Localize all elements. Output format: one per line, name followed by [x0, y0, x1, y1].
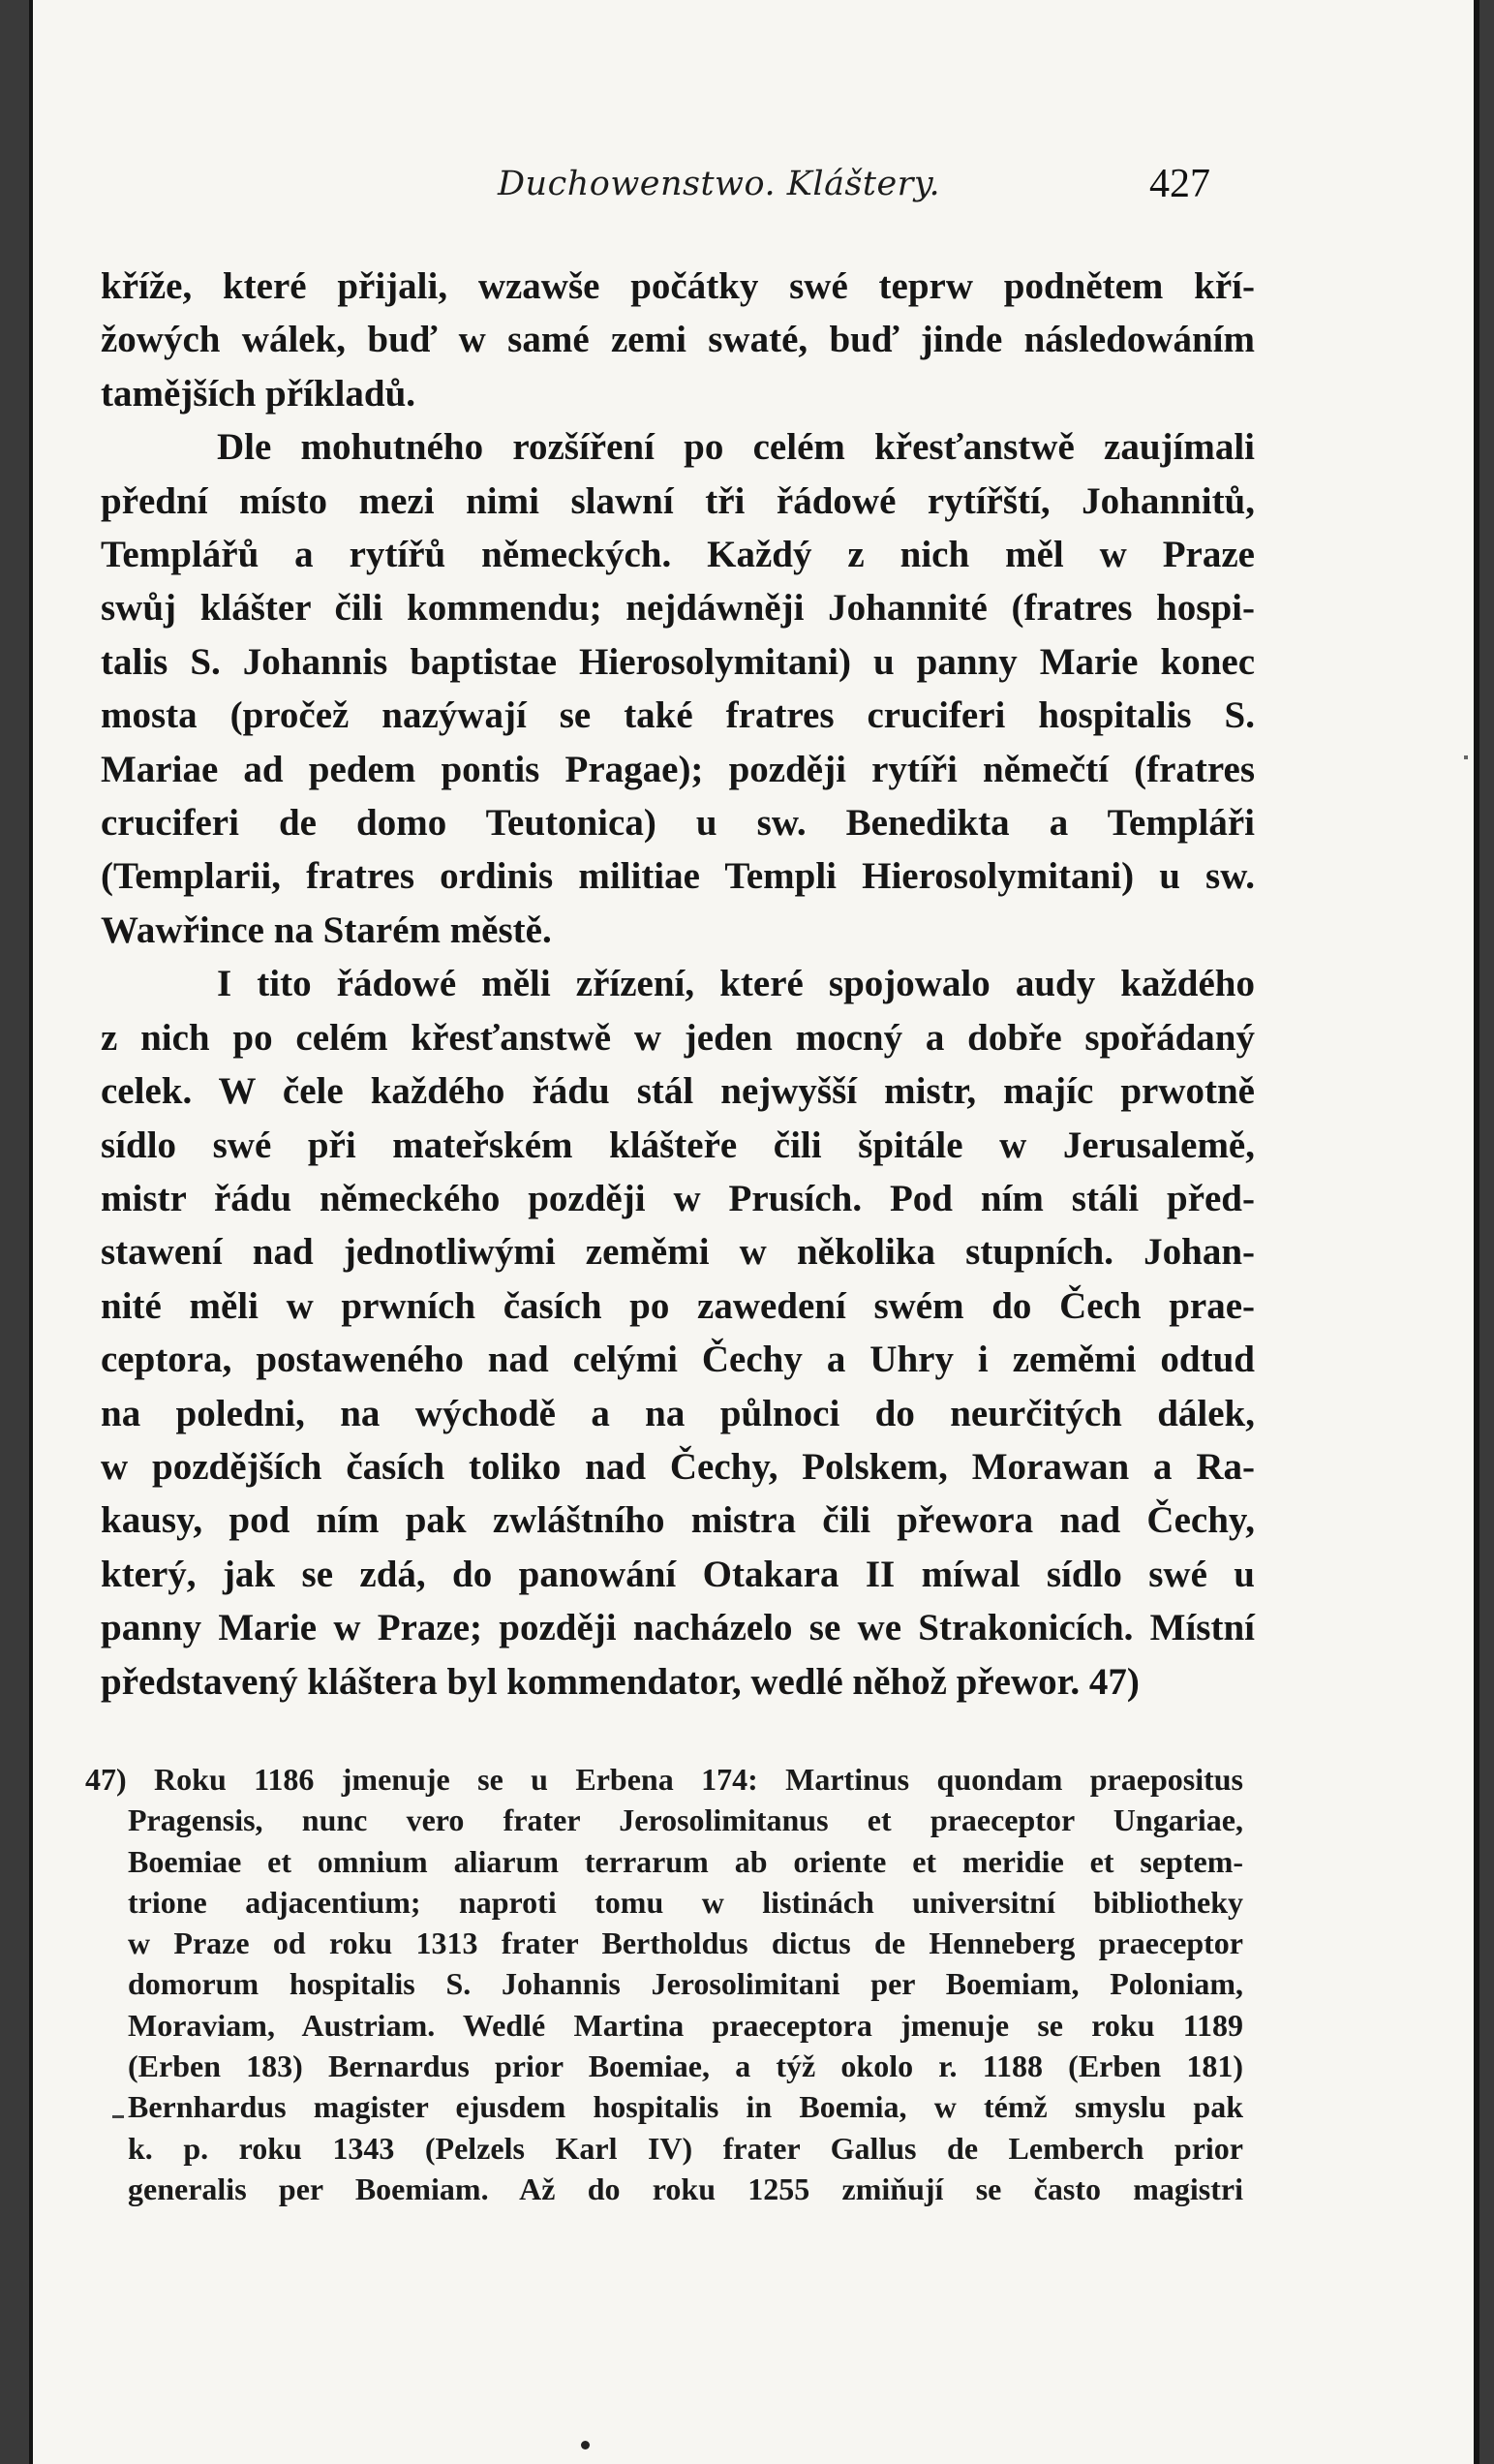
footnote-line: generalis per Boemiam. Až do roku 1255 zmiňují se často magistri: [128, 2171, 1243, 2206]
text-line: kausy, pod ním pak zwláštního mistra čili přewora nad Čechy,: [101, 1499, 1255, 1542]
text-line: w pozdějších časích toliko nad Čechy, Polskem, Morawan a Ra-: [101, 1445, 1255, 1488]
text-line: z nich po celém křesťanstwě w jeden mocný a dobře spořádaný: [101, 1016, 1255, 1059]
text-line: (Templarii, fratres ordinis militiae Templi Hierosolymitani) u sw.: [101, 855, 1255, 898]
running-head: Duchowenstwo. Kláštery.: [498, 165, 941, 203]
footnote-line: domorum hospitalis S. Johannis Jerosolimitani per Boemiam, Poloniam,: [128, 1966, 1243, 2002]
text-line: který, jak se zdá, do panowání Otakara II míwal sídlo swé u: [101, 1553, 1255, 1595]
text-line: Mariae ad pedem pontis Pragae); později rytíři němečtí (fratres: [101, 748, 1255, 790]
text-line: Dle mohutného rozšíření po celém křesťanstwě zaujímali: [217, 426, 1255, 469]
margin-mark: [112, 2115, 124, 2118]
book-page: [29, 0, 1479, 2464]
footnote-line: Pragensis, nunc vero frater Jerosolimitanus et praeceptor Ungariae,: [128, 1802, 1243, 1838]
text-line: I tito řádowé měli zřízení, které spojowalo audy každého: [217, 963, 1255, 1005]
text-line: stawení nad jednotliwými zeměmi w několika stupních. Johan-: [101, 1231, 1255, 1274]
text-line: ceptora, postaweného nad celými Čechy a Uhry i zeměmi odtud: [101, 1339, 1255, 1381]
text-line: cruciferi de domo Teutonica) u sw. Benedikta a Templáři: [101, 802, 1255, 845]
margin-speck: [1464, 755, 1468, 759]
footnote-line: Boemiae et omnium aliarum terrarum ab oriente et meridie et septem-: [128, 1843, 1243, 1879]
footnote-line: w Praze od roku 1313 frater Bertholdus dictus de Henneberg praeceptor: [128, 1925, 1243, 1961]
footnote-line: (Erben 183) Bernardus prior Boemiae, a týž okolo r. 1188 (Erben 181): [128, 2048, 1243, 2084]
text-line: mosta (pročež nazýwají se také fratres cruciferi hospitalis S.: [101, 694, 1255, 737]
page-dot: [581, 2441, 590, 2449]
text-line: celek. W čele každého řádu stál nejwyšší mistr, majíc prwotně: [101, 1070, 1255, 1113]
text-line: kříže, které přijali, wzawše počátky swé teprw podnětem kří-: [101, 265, 1255, 307]
main-text: [101, 260, 1255, 1709]
footnote-line: Moraviam, Austriam. Wedlé Martina praeceptora jmenuje se roku 1189: [128, 2007, 1243, 2043]
text-line: swůj klášter čili kommendu; nejdáwněji Johannité (fratres hospi-: [101, 587, 1255, 630]
text-line: panny Marie w Praze; později nacházelo se we Strakonicích. Místní: [101, 1607, 1255, 1649]
footnotes: [85, 1759, 1243, 2209]
text-line: přední místo mezi nimi slawní tři řádowé rytířští, Johannitů,: [101, 479, 1255, 522]
text-line: představený kláštera byl kommendator, wedlé něhož přewor. 47): [101, 1660, 1140, 1703]
text-line: na poledni, na wýchodě a na půlnoci do neurčitých dálek,: [101, 1392, 1255, 1434]
footnote-line: Bernhardus magister ejusdem hospitalis in Boemia, w témž smyslu pak: [128, 2089, 1243, 2125]
footnote-line: 47) Roku 1186 jmenuje se u Erbena 174: Martinus quondam praepositus: [85, 1762, 1243, 1797]
text-line: talis S. Johannis baptistae Hierosolymitani) u panny Marie konec: [101, 640, 1255, 683]
text-line: sídlo swé při mateřském klášteře čili špitále w Jerusalemě,: [101, 1124, 1255, 1166]
text-line: nité měli w prwních časích po zawedení swém do Čech prae-: [101, 1284, 1255, 1327]
text-line: žowých wálek, buď w samé zemi swaté, buď jinde následowáním: [101, 319, 1255, 361]
text-line: tamějších příkladů.: [101, 372, 416, 415]
text-line: Wawřince na Starém městě.: [101, 909, 552, 951]
footnote-line: trione adjacentium; naproti tomu w listinách universitní bibliotheky: [128, 1884, 1243, 1920]
page-number: 427: [1149, 162, 1210, 206]
page-header: [33, 155, 1474, 213]
footnote-line: k. p. roku 1343 (Pelzels Karl IV) frater Gallus de Lemberch prior: [128, 2130, 1243, 2166]
text-line: mistr řádu německého později w Prusích. Pod ním stáli před-: [101, 1177, 1255, 1219]
text-line: Templářů a rytířů německých. Každý z nich měl w Praze: [101, 534, 1255, 576]
